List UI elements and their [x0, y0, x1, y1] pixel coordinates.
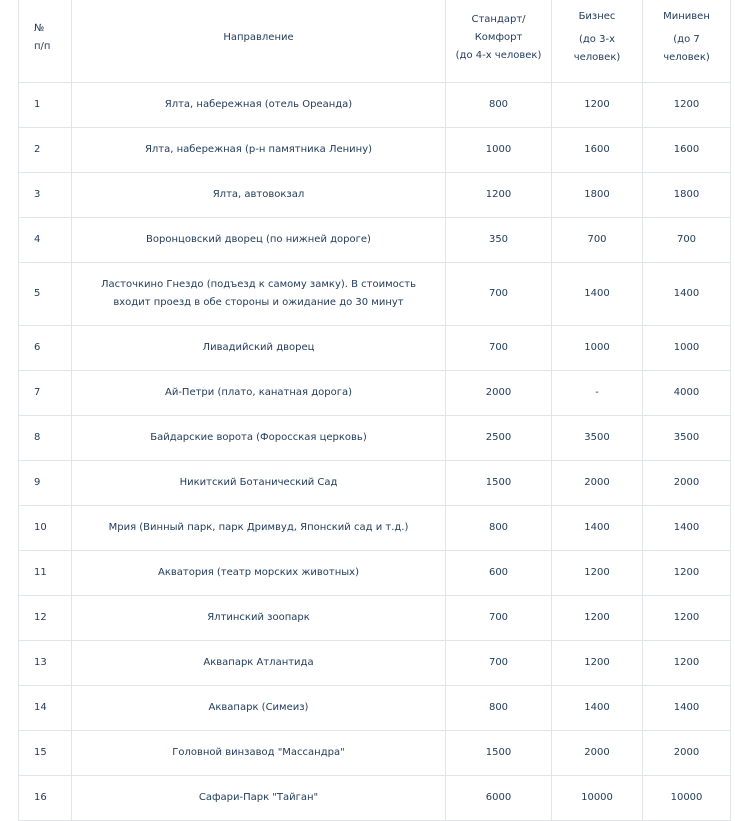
row-price-business: 700 — [552, 218, 643, 263]
row-number: 2 — [19, 128, 72, 173]
price-table — [18, 0, 731, 821]
row-price-business: 1400 — [552, 686, 643, 731]
table-row — [19, 173, 731, 218]
row-price-business: 1800 — [552, 173, 643, 218]
row-price-business: 2000 — [552, 731, 643, 776]
row-price-standard: 350 — [446, 218, 552, 263]
header-num-cell — [19, 0, 72, 83]
header-minivan-capacity-1: (до 7 — [673, 34, 700, 45]
row-price-business: - — [552, 371, 643, 416]
price-table-body — [19, 0, 731, 821]
header-standard-title: Стандарт/ — [471, 13, 526, 25]
table-row — [19, 506, 731, 551]
row-price-minivan: 1400 — [643, 263, 731, 326]
table-row — [19, 128, 731, 173]
row-price-minivan: 700 — [643, 218, 731, 263]
row-price-minivan: 1200 — [643, 596, 731, 641]
row-direction: Воронцовский дворец (по нижней дороге) — [72, 218, 446, 263]
row-price-standard: 6000 — [446, 776, 552, 821]
row-direction: Головной винзавод "Массандра" — [72, 731, 446, 776]
row-price-minivan: 1800 — [643, 173, 731, 218]
row-price-standard: 1200 — [446, 173, 552, 218]
row-number: 9 — [19, 461, 72, 506]
table-row — [19, 263, 731, 326]
row-number: 1 — [19, 83, 72, 128]
row-price-minivan: 2000 — [643, 731, 731, 776]
row-price-business: 1000 — [552, 326, 643, 371]
row-direction: Ливадийский дворец — [72, 326, 446, 371]
row-direction: Аквапарк Атлантида — [72, 641, 446, 686]
row-direction: Акватория (театр морских животных) — [72, 551, 446, 596]
row-price-minivan: 1200 — [643, 83, 731, 128]
table-row — [19, 641, 731, 686]
row-direction: Ялтинский зоопарк — [72, 596, 446, 641]
row-number: 3 — [19, 173, 72, 218]
row-price-business: 1200 — [552, 551, 643, 596]
row-price-minivan: 4000 — [643, 371, 731, 416]
header-standard-subtitle: Комфорт — [474, 31, 523, 43]
row-price-business: 2000 — [552, 461, 643, 506]
row-direction: Сафари-Парк "Тайган" — [72, 776, 446, 821]
row-price-standard: 700 — [446, 596, 552, 641]
row-price-minivan: 10000 — [643, 776, 731, 821]
row-price-business: 1600 — [552, 128, 643, 173]
row-number: 6 — [19, 326, 72, 371]
row-price-business: 1200 — [552, 641, 643, 686]
row-price-standard: 1500 — [446, 461, 552, 506]
header-business-capacity-1: (до 3-х — [578, 34, 615, 45]
table-row — [19, 416, 731, 461]
row-price-standard: 700 — [446, 263, 552, 326]
row-number: 13 — [19, 641, 72, 686]
row-price-minivan: 2000 — [643, 461, 731, 506]
table-row — [19, 371, 731, 416]
row-price-standard: 2000 — [446, 371, 552, 416]
row-price-standard: 1500 — [446, 731, 552, 776]
row-number: 12 — [19, 596, 72, 641]
row-number: 4 — [19, 218, 72, 263]
row-number: 10 — [19, 506, 72, 551]
header-direction-cell — [72, 0, 446, 83]
header-minivan-title: Минивен — [663, 11, 710, 22]
row-number: 8 — [19, 416, 72, 461]
row-price-business: 1200 — [552, 596, 643, 641]
header-num-abbrev: п/п — [34, 40, 51, 52]
row-price-minivan: 1000 — [643, 326, 731, 371]
row-number: 16 — [19, 776, 72, 821]
row-direction: Аквапарк (Симеиз) — [72, 686, 446, 731]
header-minivan-capacity-2: человек) — [663, 52, 710, 63]
row-number: 11 — [19, 551, 72, 596]
header-business-title: Бизнес — [578, 11, 616, 22]
table-row — [19, 596, 731, 641]
row-price-minivan: 1200 — [643, 551, 731, 596]
row-price-standard: 700 — [446, 326, 552, 371]
header-business-cell — [552, 0, 643, 83]
row-price-standard: 800 — [446, 83, 552, 128]
row-price-minivan: 1400 — [643, 506, 731, 551]
row-direction: Ялта, набережная (р-н памятника Ленину) — [72, 128, 446, 173]
row-number: 5 — [19, 263, 72, 326]
table-row — [19, 326, 731, 371]
header-business-capacity-2: человек) — [573, 52, 621, 63]
row-number: 15 — [19, 731, 72, 776]
table-row — [19, 83, 731, 128]
row-price-business: 3500 — [552, 416, 643, 461]
row-price-standard: 600 — [446, 551, 552, 596]
row-price-standard: 700 — [446, 641, 552, 686]
row-direction: Ласточкино Гнездо (подъезд к самому замку). В стоимость входит проезд в обе стороны и ожидание до 30 минут — [72, 263, 446, 326]
row-price-minivan: 1200 — [643, 641, 731, 686]
header-num-symbol: № — [34, 22, 45, 34]
row-price-minivan: 1400 — [643, 686, 731, 731]
row-number: 7 — [19, 371, 72, 416]
table-row — [19, 551, 731, 596]
row-direction: Ялта, набережная (отель Ореанда) — [72, 83, 446, 128]
header-standard-cell — [446, 0, 552, 83]
row-price-standard: 1000 — [446, 128, 552, 173]
table-row — [19, 461, 731, 506]
table-header-row — [19, 0, 731, 83]
header-direction: Направление — [223, 31, 294, 43]
row-price-standard: 2500 — [446, 416, 552, 461]
table-row — [19, 776, 731, 821]
row-price-standard: 800 — [446, 686, 552, 731]
row-direction: Мрия (Винный парк, парк Дримвуд, Японский сад и т.д.) — [72, 506, 446, 551]
row-direction: Ай-Петри (плато, канатная дорога) — [72, 371, 446, 416]
row-price-standard: 800 — [446, 506, 552, 551]
table-row — [19, 731, 731, 776]
table-row — [19, 218, 731, 263]
table-row — [19, 686, 731, 731]
row-direction: Никитский Ботанический Сад — [72, 461, 446, 506]
row-direction: Байдарские ворота (Форосская церковь) — [72, 416, 446, 461]
row-price-business: 10000 — [552, 776, 643, 821]
row-price-business: 1400 — [552, 263, 643, 326]
row-price-minivan: 3500 — [643, 416, 731, 461]
row-price-business: 1400 — [552, 506, 643, 551]
header-standard-capacity: (до 4-х человек) — [455, 49, 542, 61]
row-number: 14 — [19, 686, 72, 731]
header-minivan-cell — [643, 0, 731, 83]
row-direction: Ялта, автовокзал — [72, 173, 446, 218]
row-price-minivan: 1600 — [643, 128, 731, 173]
row-price-business: 1200 — [552, 83, 643, 128]
